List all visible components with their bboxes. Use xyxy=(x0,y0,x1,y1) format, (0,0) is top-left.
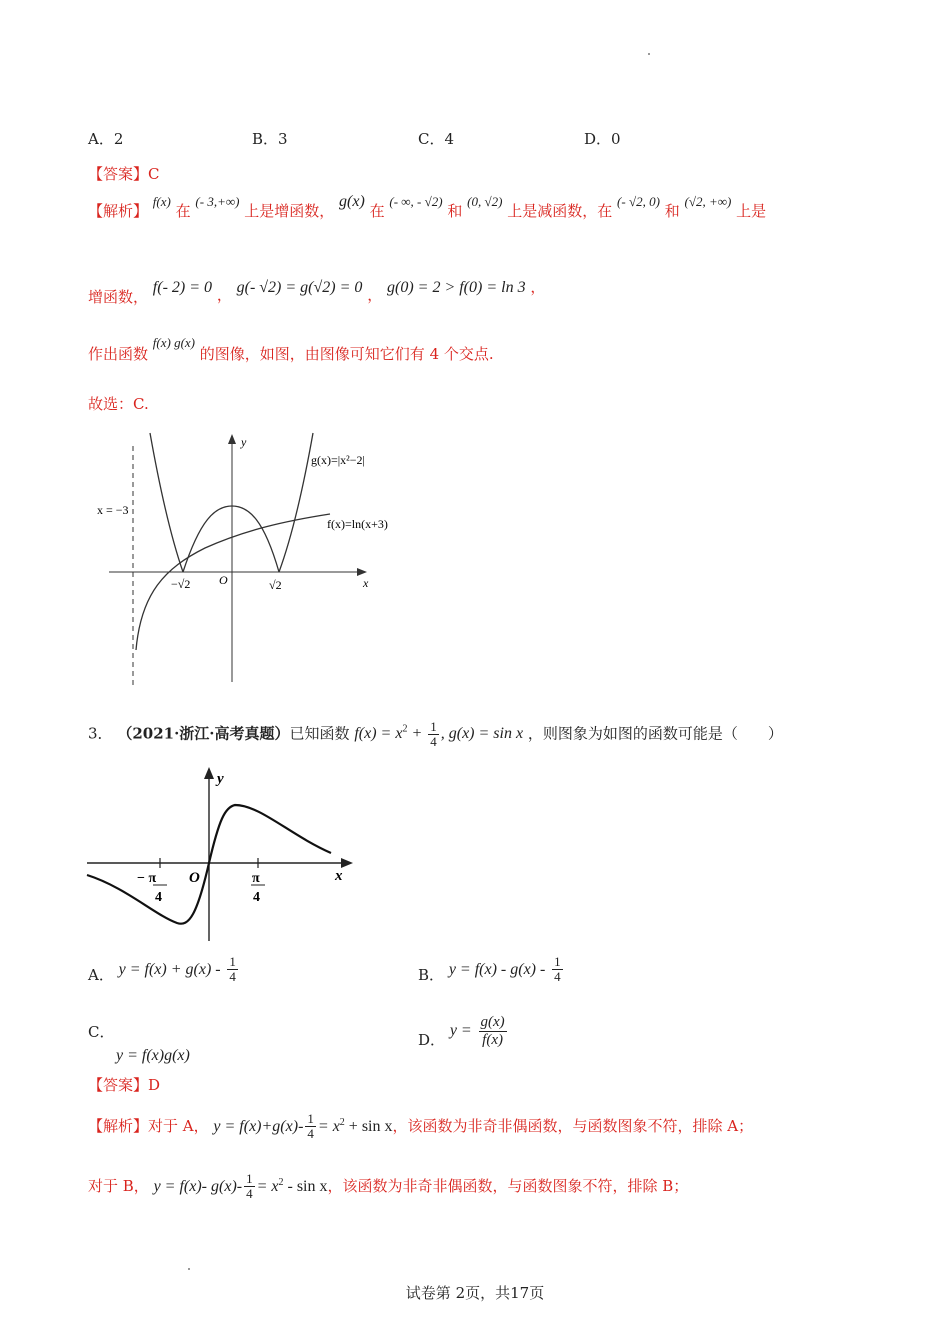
frac-den: 4 xyxy=(554,969,561,985)
math-expr: f(- 2) = 0 xyxy=(152,279,213,296)
answer-tag: 【答案】 xyxy=(88,1076,149,1094)
g-curve-middle xyxy=(183,506,279,572)
text: ， xyxy=(216,286,232,304)
q2-option-d: D．0 xyxy=(584,130,621,148)
text: 在 xyxy=(369,202,385,220)
q3-stem-post: ，则图象为如图的函数可能是（ ） xyxy=(527,724,783,743)
math-expr: g(- √2) = g(√2) = 0 xyxy=(236,279,363,296)
tick-neg-sqrt2: −√2 xyxy=(171,577,191,591)
text: 和 xyxy=(447,202,463,220)
x-axis-arrow xyxy=(357,568,367,576)
frac-num: 1 xyxy=(554,954,561,969)
option-label: D． xyxy=(418,1031,446,1049)
q3-stem xyxy=(88,720,783,750)
math-expr: y = f(x)- g(x)- xyxy=(153,1177,243,1195)
analysis-tag: 【解析】 xyxy=(88,1116,149,1135)
x-label: x xyxy=(335,868,343,884)
math-frac xyxy=(428,720,439,750)
math-interval: (0, √2) xyxy=(467,194,503,209)
f-label: f(x)=ln(x+3) xyxy=(327,517,388,531)
page-footer: 试卷第 2页，共17页 xyxy=(405,1284,545,1302)
math-interval: (- 3,+∞) xyxy=(195,194,240,209)
option-label: B． xyxy=(418,965,445,984)
x-axis-arrow xyxy=(341,858,353,868)
math-fg: f(x) g(x) xyxy=(152,335,196,350)
q3-option-a xyxy=(88,955,240,985)
q2-analysis-line1 xyxy=(88,193,767,221)
math-expr: - sin x xyxy=(283,1177,328,1195)
math-sup: 2 xyxy=(278,1176,284,1188)
origin-label: O xyxy=(189,870,200,886)
math-expr: + sin x xyxy=(344,1117,393,1135)
text: ， xyxy=(530,278,546,296)
answer-tag: 【答案】 xyxy=(88,165,149,183)
origin-label: O xyxy=(219,573,228,587)
text: 对于 B， xyxy=(88,1176,149,1195)
math-frac xyxy=(244,1172,255,1202)
text: 的图像，如图，由图像可知它们有 4 个交点. xyxy=(199,345,494,363)
g-curve-right xyxy=(279,433,313,572)
q3-answer xyxy=(88,1074,160,1095)
q3-option-c xyxy=(88,1025,190,1065)
text: ，该函数为非奇非偶函数，与函数图象不符，排除 B； xyxy=(327,1176,689,1195)
frac-num: 1 xyxy=(246,1171,253,1186)
frac-num: 1 xyxy=(307,1111,314,1126)
y-label: y xyxy=(241,435,247,449)
frac-num: 1 xyxy=(229,954,236,969)
q2-graph xyxy=(95,428,415,690)
decor-dot xyxy=(188,1268,190,1270)
q2-conclusion: 故选：C. xyxy=(88,395,149,413)
tick-pos-num: π xyxy=(252,871,260,886)
math-frac xyxy=(227,955,238,985)
q3-graph xyxy=(85,765,360,945)
math-sup: 2 xyxy=(402,724,408,736)
q2-answer xyxy=(88,163,160,184)
math-interval: (- ∞, - √2) xyxy=(389,194,443,209)
text: 上是增函数， xyxy=(244,202,335,220)
q3-stem-pre: 已知函数 xyxy=(289,724,350,743)
math-expr: y = f(x)+g(x)- xyxy=(213,1117,304,1135)
q2-analysis-line2 xyxy=(88,276,546,306)
tick-pos-den: 4 xyxy=(253,890,260,905)
option-label: C． xyxy=(88,1023,115,1041)
text: 对于 A， xyxy=(148,1116,209,1135)
g-label: g(x)=|x²−2| xyxy=(311,453,365,467)
q2-option-a: A．2 xyxy=(88,130,124,148)
q3-analysis-a xyxy=(88,1112,753,1142)
text: 上是减函数，在 xyxy=(507,202,613,220)
frac-num: g(x) xyxy=(480,1014,505,1030)
q2-option-b: B．3 xyxy=(252,130,288,148)
answer-value: C xyxy=(148,165,160,183)
q3-option-d xyxy=(418,1014,509,1048)
frac-den: 4 xyxy=(430,734,437,750)
text: 在 xyxy=(175,202,191,220)
frac-den: 4 xyxy=(246,1186,253,1202)
q3-source: （2021·浙江·高考真题） xyxy=(117,724,290,743)
answer-value: D xyxy=(148,1076,161,1094)
q2-option-c: C．4 xyxy=(418,130,455,148)
option-expr: y = xyxy=(449,1022,472,1039)
math-frac xyxy=(552,955,563,985)
decor-dot xyxy=(648,53,650,55)
q2-analysis-line3 xyxy=(88,335,494,364)
q3-number: 3． xyxy=(88,724,113,743)
frac-den: 4 xyxy=(229,969,236,985)
text: 增函数， xyxy=(88,288,149,306)
frac-den: f(x) xyxy=(482,1031,503,1048)
math-expr: g(0) = 2 > f(0) = ln 3 xyxy=(386,279,526,296)
option-expr: y = f(x) + g(x) - xyxy=(118,960,221,978)
math-part: + xyxy=(407,725,427,743)
math-frac xyxy=(479,1014,507,1048)
y-label: y xyxy=(217,771,224,787)
option-expr: y = f(x)g(x) xyxy=(116,1047,190,1064)
q3-option-b xyxy=(418,955,565,985)
text: 上是 xyxy=(736,202,767,220)
f-curve xyxy=(136,514,330,650)
frac-den: 4 xyxy=(307,1126,314,1142)
math-gx: g(x) xyxy=(339,193,365,210)
math-interval: (√2, +∞) xyxy=(684,194,732,209)
y-axis-arrow xyxy=(204,767,214,779)
math-fx: f(x) xyxy=(152,194,171,209)
math-interval: (- √2, 0) xyxy=(617,194,660,209)
tick-neg-den: 4 xyxy=(155,890,162,905)
math-expr: = x xyxy=(256,1177,279,1195)
y-axis-arrow xyxy=(228,434,236,444)
option-expr: y = f(x) - g(x) - xyxy=(448,960,546,978)
math-sup: 2 xyxy=(339,1116,345,1128)
text: 和 xyxy=(664,202,680,220)
text: ， xyxy=(367,286,383,304)
math-part: , g(x) = sin x xyxy=(440,725,524,743)
tick-neg-num: − π xyxy=(137,871,157,886)
q3-stem-math xyxy=(354,719,524,750)
math-frac xyxy=(305,1112,316,1142)
asymptote-label: x = −3 xyxy=(97,503,129,517)
analysis-tag: 【解析】 xyxy=(88,202,149,220)
g-curve-left xyxy=(150,433,183,572)
tick-pos-sqrt2: √2 xyxy=(269,578,282,592)
option-label: A． xyxy=(88,965,114,984)
text: 作出函数 xyxy=(88,345,149,363)
math-expr: = x xyxy=(317,1117,340,1135)
frac-num: 1 xyxy=(430,719,437,734)
q3-analysis-b xyxy=(88,1172,688,1202)
text: ，该函数为非奇非偶函数，与函数图象不符，排除 A； xyxy=(392,1116,754,1135)
x-label: x xyxy=(363,576,369,590)
math-part: f(x) = x xyxy=(354,725,403,743)
